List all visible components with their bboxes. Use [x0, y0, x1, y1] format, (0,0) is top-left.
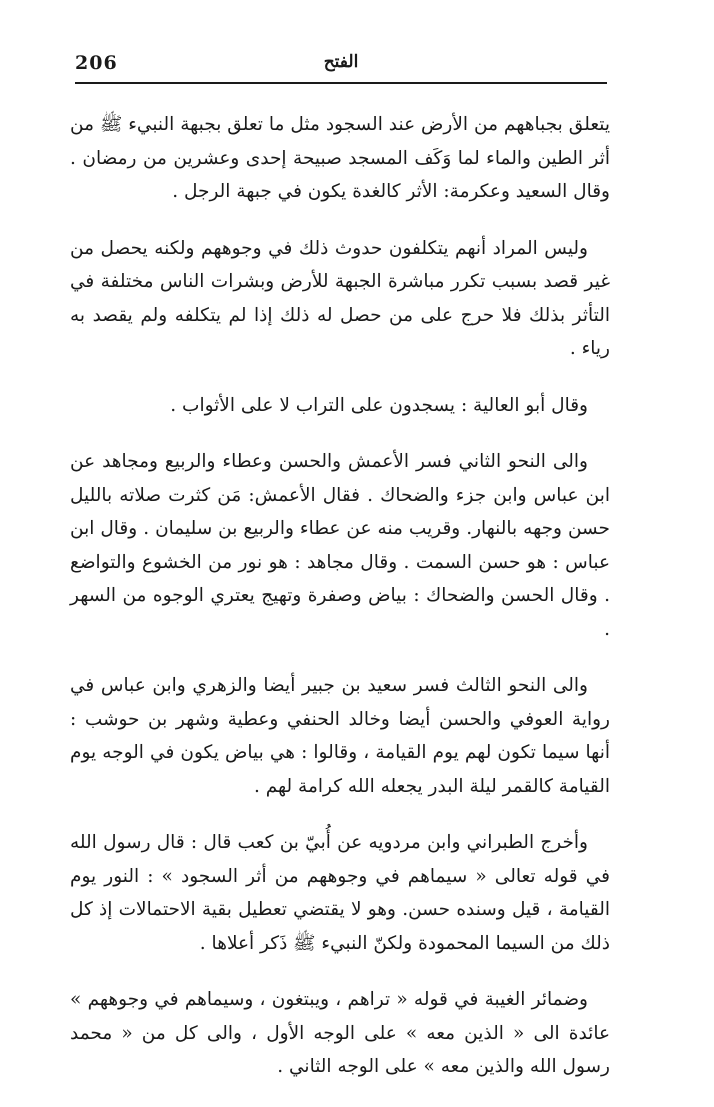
paragraph-4: والى النحو الثاني فسر الأعمش والحسن وعطاء والربيع ومجاهد عن ابن عباس وابن جزء والضحاك . فقال الأعمش: مَن كثرت صلاته بالليل حسن وجهه بالنهار. وقريب منه عن عطاء والربيع بن سليمان . وقال ابن عباس : هو حسن السمت . وقال مجاهد : هو نور من الخشوع والتواضع . وقال الحسن والضحاك : بياض وصفرة وتهيج يعتري الوجوه من السهر . — [70, 451, 610, 640]
paragraph-6: وأخرج الطبراني وابن مردويه عن أُبيّ بن كعب قال : قال رسول الله في قوله تعالى « سيماهم في وجوههم من أثر السجود » : النور يوم القيامة ، قيل وسنده حسن. وهو لا يقتضي تعطيل بقية الاحتمالات إذ كل ذلك من السيما المحمودة ولكنّ النبيء ﷺ ذَكر أعلاها . — [70, 832, 610, 954]
page-header — [75, 52, 607, 82]
header-rule — [75, 82, 607, 84]
paragraph-3: وقال أبو العالية : يسجدون على التراب لا على الأثواب . — [170, 394, 588, 416]
paragraph-2: وليس المراد أنهم يتكلفون حدوث ذلك في وجوههم ولكنه يحصل من غير قصد بسبب تكرر مباشرة الجبهة للأرض وبشرات الناس مختلفة في التأثر بذلك فلا حرج على من حصل له ذلك إذا لم يتكلفه ولم يقصد به رياء . — [70, 237, 610, 359]
paragraph-7: وضمائر الغيبة في قوله « تراهم ، ويبتغون ، وسيماهم في وجوههم » عائدة الى « الذين معه » على الوجه الأول ، والى كل من « محمد رسول الله والذين معه » على الوجه الثاني . — [70, 989, 610, 1077]
running-title: الفتح — [323, 52, 359, 72]
paragraph-5: والى النحو الثالث فسر سعيد بن جبير أيضا والزهري وابن عباس في رواية العوفي والحسن أيضا وخالد الحنفي وعطية وشهر بن حوشب : أنها سيما تكون لهم يوم القيامة ، وقالوا : هي بياض يكون في الوجه يوم القيامة كالقمر ليلة البدر يجعله الله كرامة لهم . — [70, 675, 610, 797]
body-text — [70, 108, 610, 1107]
paragraph-1: يتعلق بجباههم من الأرض عند السجود مثل ما تعلق بجبهة النبيء ﷺ من أثر الطين والماء لما وَكَف المسجد صبيحة إحدى وعشرين من رمضان . وقال السعيد وعكرمة: الأثر كالغدة يكون في جبهة الرجل . — [70, 114, 610, 202]
page-number: 206 — [75, 52, 118, 74]
